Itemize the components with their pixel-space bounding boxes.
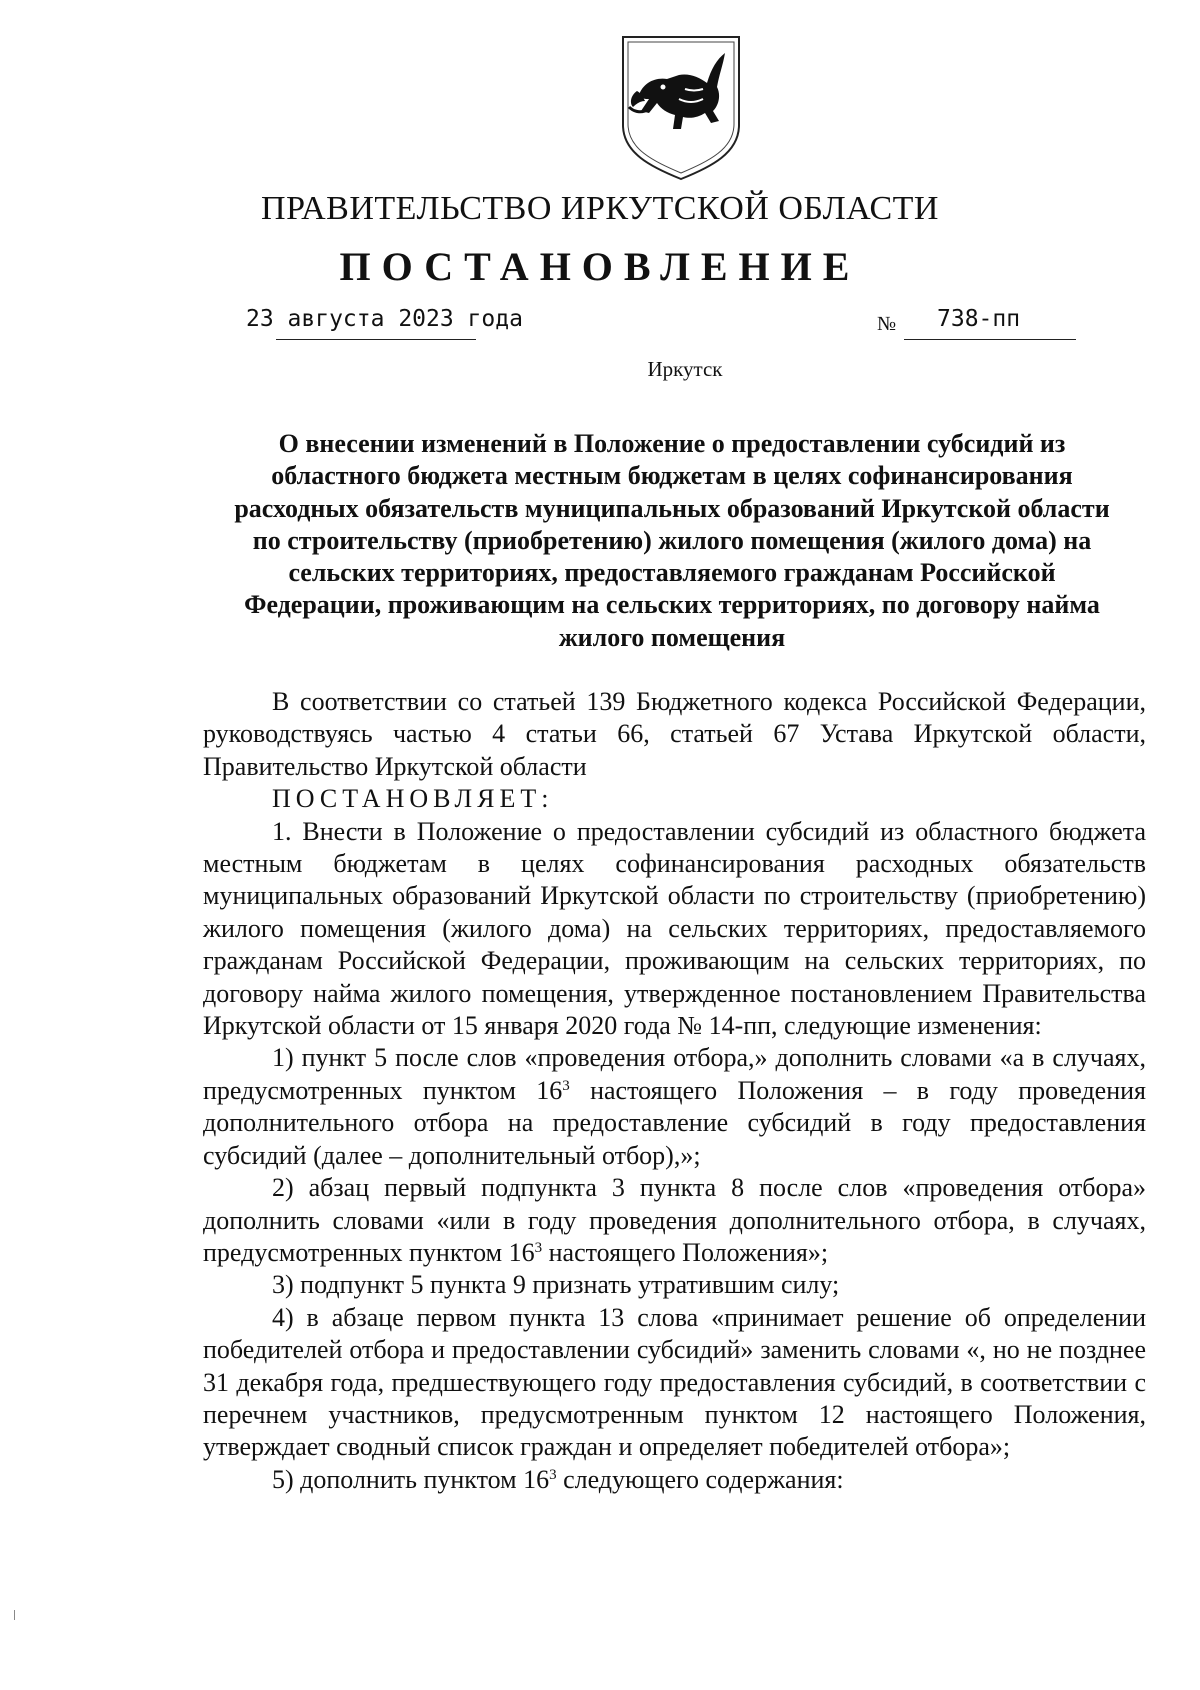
subitem-5 xyxy=(203,1464,1146,1496)
date-underline xyxy=(276,339,476,340)
subitem-1-text-b: настоящего Положения – в году проведения дополнительного отбора на предоставление субсидий в году предоставления субсидий (далее – дополнительный отбор),»; xyxy=(203,1075,1146,1170)
number-sign: № xyxy=(877,313,897,335)
subitem-3: 3) подпункт 5 пункта 9 признать утратившим силу; xyxy=(272,1270,840,1300)
subitem-1 xyxy=(203,1042,1146,1172)
preamble: В соответствии со статьей 139 Бюджетного кодекса Российской Федерации, руководствуясь частью 4 статьи 66, статьей 67 Устава Иркутской области, Правительство Иркутской области xyxy=(203,687,1146,781)
item-1: 1. Внести в Положение о предоставлении субсидий из областного бюджета местным бюджетам в целях софинансирования расходных обязательств муниципальных образований Иркутской области по строительству (приобретению) жилого помещения (жилого дома) на сельских территориях, предоставляемого гражданам Российской Федерации, проживающим на сельских территориях, по договору найма жилого помещения, утвержденное постановлением Правительства Иркутской области от 15 января 2020 года № 14-пп, следующие изменения: xyxy=(203,816,1146,1041)
document-body xyxy=(203,686,1146,1496)
document-title: О внесении изменений в Положение о предоставлении субсидий из областного бюджета местным бюджетам в целях софинансирования расходных обязательств муниципальных образований Иркутской области по строительству (приобретению) жилого помещения (жилого дома) на сельских территориях, предоставляемого гражданам Российской Федерации, проживающим на сельских территориях, по договору найма жилого помещения xyxy=(234,429,1110,652)
document-number: 738-пп xyxy=(937,306,1021,332)
subitem-2-sup: 3 xyxy=(534,1239,543,1256)
number-underline xyxy=(904,339,1076,340)
subitem-5-sup: 3 xyxy=(549,1466,557,1483)
document-date: 23 августа 2023 года xyxy=(246,306,523,332)
subitem-2-text-a: 2) абзац первый подпункта 3 пункта 8 после слов «проведения отбора» дополнить словами «или в году проведения дополнительного отбора, в случаях, предусмотренных пунктом 16 xyxy=(203,1173,1146,1267)
subitem-5-text-b: следующего содержания: xyxy=(556,1464,844,1494)
subitem-4: 4) в абзаце первом пункта 13 слова «принимает решение об определении победителей отбора и предоставлении субсидий» заменить словами «, но не позднее 31 декабря года, предшествующего году предоставления субсидий, в соответствии с перечнем участников, предусмотренным пунктом 12 настоящего Положения, утверждает сводный список граждан и определяет победителей отбора»; xyxy=(203,1302,1146,1462)
city: Иркутск xyxy=(647,357,723,381)
subitem-1-text-a: 1) пункт 5 после слов «проведения отбора,» дополнить словами «а в случаях, предусмотренных пунктом 16 xyxy=(203,1043,1146,1105)
subitem-2 xyxy=(203,1172,1146,1269)
subitem-5-text-a: 5) дополнить пунктом 16 xyxy=(272,1464,550,1494)
coat-of-arms-icon xyxy=(619,33,743,181)
subitem-1-sup: 3 xyxy=(562,1077,570,1094)
scan-artifact xyxy=(14,1610,15,1620)
document-type: ПОСТАНОВЛЕНИЕ xyxy=(339,244,861,289)
government-name: ПРАВИТЕЛЬСТВО ИРКУТСКОЙ ОБЛАСТИ xyxy=(261,190,939,227)
subitem-2-text-b: настоящего Положения»; xyxy=(542,1237,829,1267)
resolves-heading: ПОСТАНОВЛЯЕТ: xyxy=(272,784,554,814)
